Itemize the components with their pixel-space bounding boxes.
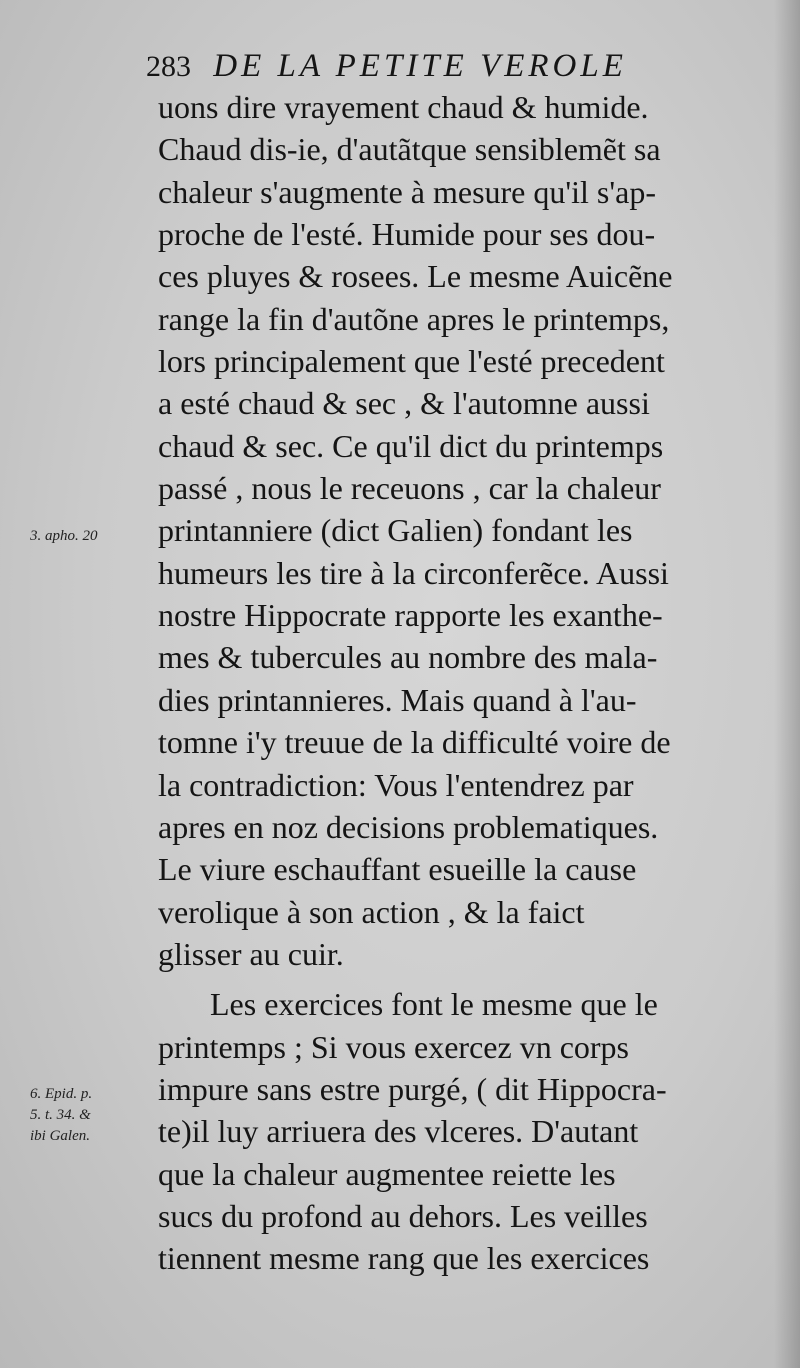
margin-note-text: 6. Epid. p. [30, 1086, 93, 1102]
text-line: a esté chaud & sec , & l'automne aussi [158, 385, 650, 422]
paragraph-gap [158, 975, 768, 983]
text-line: ces pluyes & rosees. Le mesme Auicẽne [158, 258, 673, 295]
text-line: apres en noz decisions problematiques. [158, 808, 659, 845]
page-edge-shadow [774, 0, 800, 1368]
text-line: chaud & sec. Ce qu'il dict du printemps [158, 427, 664, 464]
text-line: proche de l'esté. Humide pour ses dou- [158, 216, 656, 253]
text-line: que la chaleur augmentee reiette les [158, 1155, 616, 1192]
text-line: tiennent mesme rang que les exercices [158, 1240, 650, 1277]
text-line: Le viure eschauffant esueille la cause [158, 851, 637, 888]
margin-note-text: 3. apho. 20 [30, 528, 98, 544]
text-line: humeurs les tire à la circonferẽce. Aussi [158, 554, 669, 591]
text-line: te)il luy arriuera des vlceres. D'autant [158, 1113, 639, 1150]
margin-note-epidemics [30, 1084, 92, 1147]
text-line: sucs du profond au dehors. Les veilles [158, 1197, 648, 1234]
text-line: printanniere (dict Galien) fondant les [158, 512, 633, 549]
margin-note-text: ibi Galen. [30, 1128, 90, 1144]
text-line: Chaud dis-ie, d'autãtque sensiblemẽt sa [158, 131, 661, 168]
text-line: range la fin d'autõne apres le printemps, [158, 300, 670, 337]
page-header [146, 46, 746, 86]
text-line: glisser au cuir. [158, 935, 344, 972]
text-line: tomne i'y treuue de la difficulté voire de [158, 724, 671, 761]
text-line: Les exercices font le mesme que le [210, 986, 658, 1023]
text-line: la contradiction: Vous l'entendrez par [158, 766, 634, 803]
text-line: impure sans estre purgé, ( dit Hippocra- [158, 1070, 667, 1107]
running-title: DE LA PETITE VEROLE [213, 48, 627, 84]
margin-note-text: 5. t. 34. & [30, 1107, 91, 1123]
text-line: verolique à son action , & la faict [158, 893, 585, 930]
text-line: dies printannieres. Mais quand à l'au- [158, 681, 637, 718]
text-line: chaleur s'augmente à mesure qu'il s'ap- [158, 173, 656, 210]
text-line: mes & tubercules au nombre des mala- [158, 639, 658, 676]
page-number: 283 [146, 50, 191, 83]
margin-note-aphorism [30, 526, 98, 547]
text-line: lors principalement que l'esté precedent [158, 343, 665, 380]
text-line: uons dire vrayement chaud & humide. [158, 89, 649, 125]
text-line: passé , nous le receuons , car la chaleur [158, 470, 661, 507]
text-line: nostre Hippocrate rapporte les exanthe- [158, 597, 663, 634]
body-text [158, 86, 768, 1280]
text-line: printemps ; Si vous exercez vn corps [158, 1028, 629, 1065]
